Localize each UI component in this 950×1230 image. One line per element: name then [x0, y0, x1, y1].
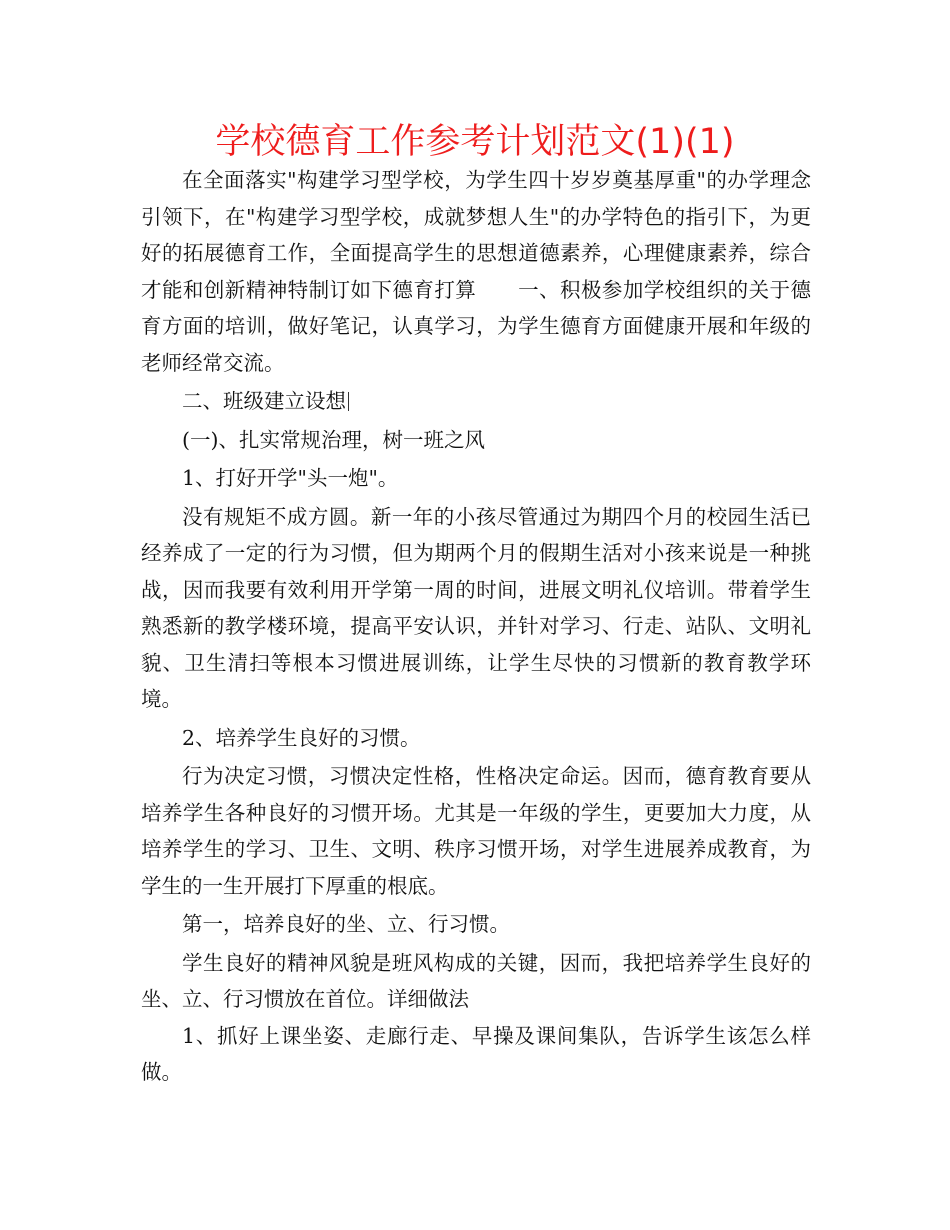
document-title: 学校德育工作参考计划范文(1)(1) — [215, 122, 735, 162]
item-heading-first-shot: 1、打好开学"头一炮"。 — [182, 466, 399, 490]
subsection-heading-routine: (一)、扎实常规治理，树一班之风 — [182, 427, 485, 452]
section-heading-class-plan — [141, 383, 811, 420]
paragraph-habits: 行为决定习惯，习惯决定性格，性格决定命运。因而，德育教育要从培养学生各种良好的习惯开场。尤其是一年级的学生，更要加大力度，从培养学生的学习、卫生、文明、秩序习惯开场，对学生进展养成教育，为学生的一生开展打下厚重的根底。 — [141, 764, 811, 898]
section-heading-text: 二、班级建立设想 — [182, 389, 346, 413]
paragraph-posture: 学生良好的精神风貌是班风构成的关键，因而，我把培养学生良好的坐、立、行习惯放在首位。详细做法 — [141, 950, 811, 1011]
text-cursor — [348, 392, 349, 411]
paragraph-rules: 没有规矩不成方圆。新一年的小孩尽管通过为期四个月的校园生活已经养成了一定的行为习惯，但为期两个月的假期生活对小孩来说是一种挑战，因而我要有效利用开学第一周的时间，进展文明礼仪培训。带着学生熟悉新的教学楼环境，提高平安认识，并针对学习、行走、站队、文明礼貌、卫生清扫等根本习惯进展训练，让学生尽快的习惯新的教育教学环境。 — [141, 504, 811, 711]
paragraph-intro: 在全面落实"构建学习型学校，为学生四十岁岁奠基厚重"的办学理念引领下，在"构建学习型学校，成就梦想人生"的办学特色的指引下，为更好的拓展德育工作，全面提高学生的思想道德素养，心理健康素养，综合才能和创新精神特制订如下德育打算 一、积极参加学校组织的关于德育方面的培训，做好笔记，认真学习，为学生德育方面健康开展和年级的老师经常交流。 — [141, 168, 811, 375]
item-heading-good-habits: 2、培养学生良好的习惯。 — [182, 725, 421, 750]
paragraph-method-1: 1、抓好上课坐姿、走廊行走、早操及课间集队，告诉学生该怎么样做。 — [141, 1023, 811, 1084]
item-heading-posture: 第一，培养良好的坐、立、行习惯。 — [182, 912, 510, 936]
document-body — [141, 162, 811, 1091]
